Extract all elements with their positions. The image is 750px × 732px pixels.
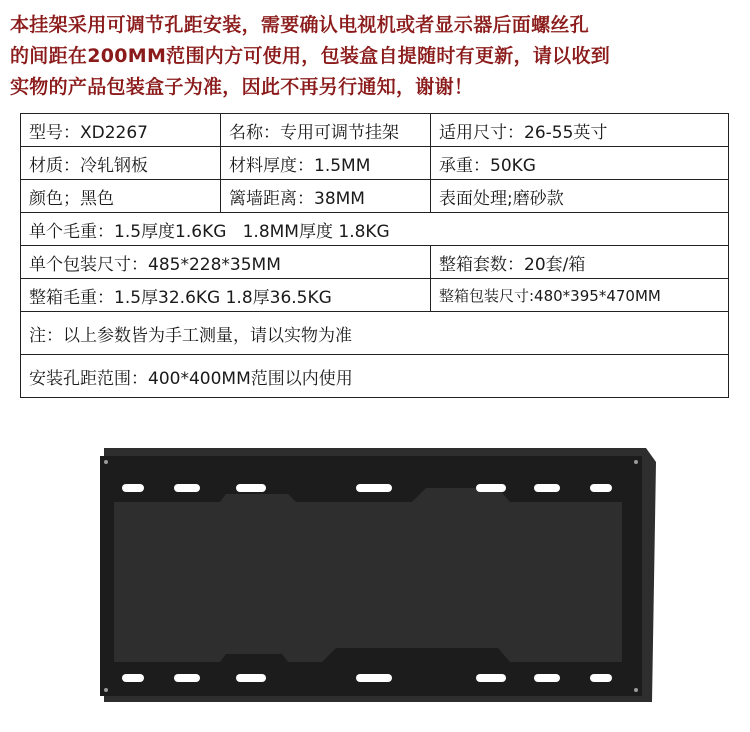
top-slots (122, 484, 612, 492)
spec-model: 型号：XD2267 (21, 114, 221, 147)
bottom-slots (122, 674, 612, 682)
table-row (21, 312, 729, 355)
table-row (21, 180, 729, 213)
spec-hole-range: 安装孔距范围：400*400MM范围以内使用 (21, 355, 729, 398)
notice-line-2: 的间距在200MM范围内方可使用，包装盒自提随时有更新，请以收到 (10, 45, 611, 67)
notice-line-1: 本挂架采用可调节孔距安装，需要确认电视机或者显示器后面螺丝孔 (10, 14, 590, 36)
table-row (21, 213, 729, 246)
spec-table (20, 113, 729, 398)
spec-size: 适用尺寸：26-55英寸 (431, 114, 729, 147)
spec-material: 材质：冷轧钢板 (21, 147, 221, 180)
spec-name: 名称：专用可调节挂架 (221, 114, 431, 147)
spec-finish: 表面处理;磨砂款 (431, 180, 729, 213)
spec-load: 承重：50KG (431, 147, 729, 180)
spec-note: 注：以上参数皆为手工测量，请以实物为准 (21, 312, 729, 355)
spec-color: 颜色；黑色 (21, 180, 221, 213)
table-row (21, 279, 729, 312)
table-row (21, 114, 729, 147)
spec-wall-distance: 篱墙距离：38MM (221, 180, 431, 213)
tv-mount-bracket-image (90, 434, 670, 714)
spec-sets-per-box: 整箱套数：20套/箱 (431, 246, 729, 279)
table-row (21, 246, 729, 279)
spec-box-weight: 整箱毛重：1.5厚32.6KG 1.8厚36.5KG (21, 279, 431, 312)
notice-text (10, 10, 740, 103)
table-row (21, 355, 729, 398)
spec-thickness: 材料厚度：1.5MM (221, 147, 431, 180)
spec-package-size: 单个包装尺寸：485*228*35MM (21, 246, 431, 279)
table-row (21, 147, 729, 180)
notice-line-3: 实物的产品包装盒子为准，因此不再另行通知，谢谢！ (10, 76, 474, 98)
spec-box-size: 整箱包装尺寸:480*395*470MM (431, 279, 729, 312)
spec-unit-weight: 单个毛重：1.5厚度1.6KG 1.8MM厚度 1.8KG (21, 213, 729, 246)
